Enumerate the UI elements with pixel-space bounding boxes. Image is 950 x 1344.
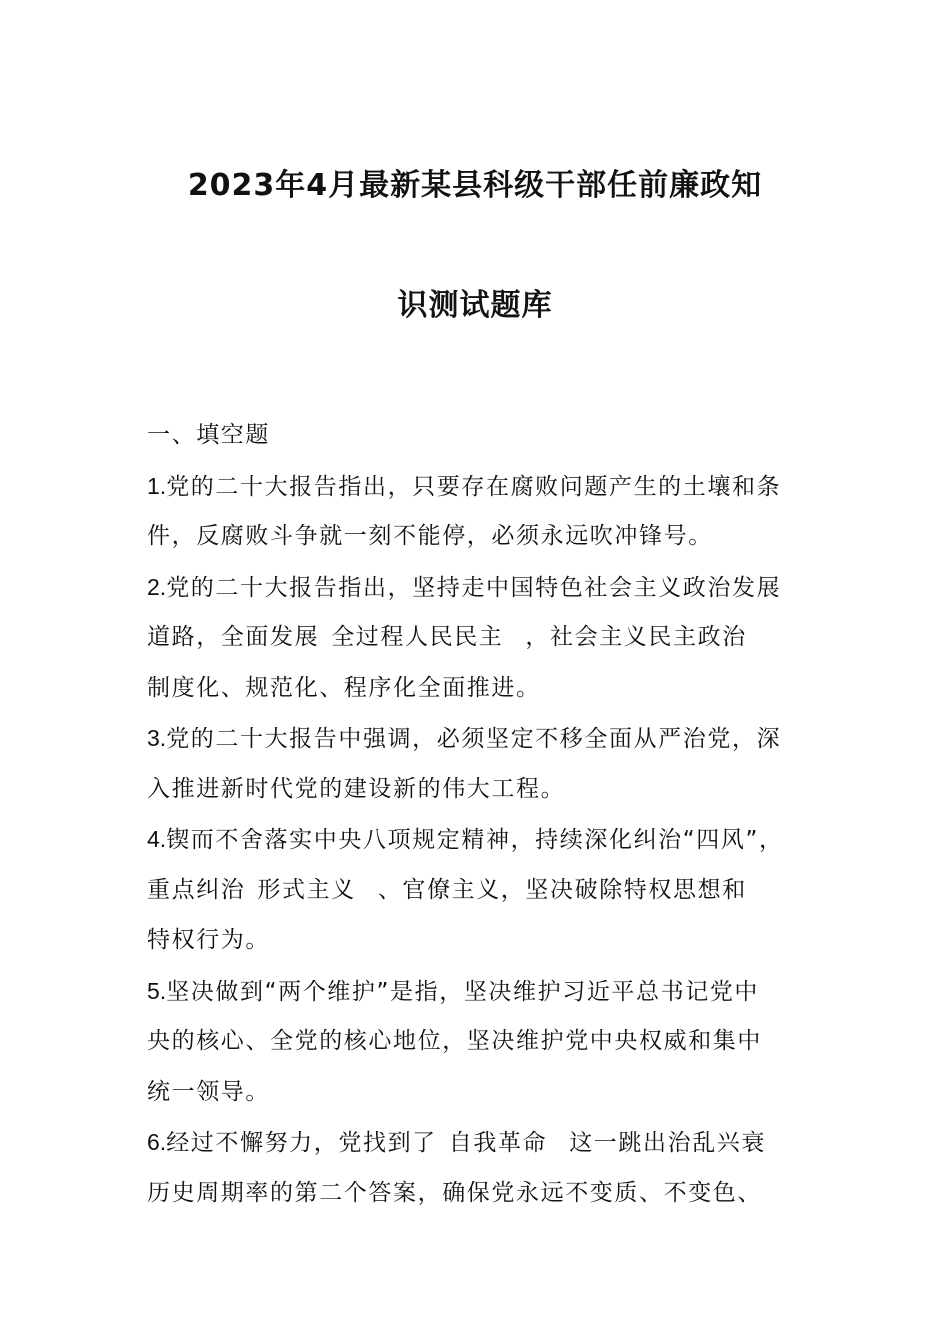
question-6-text-after-blank: 这一跳出治乱兴衰 — [569, 1130, 767, 1156]
question-1-text: 党的二十大报告指出，只要存在腐败问题产生的土壤和条 — [166, 473, 782, 500]
question-2-text-after-blank: ，社会主义民主政治 — [525, 624, 747, 650]
question-5-line-1 — [147, 966, 812, 1017]
question-6-text-before-blank: 经过不懈努力，党找到了 — [166, 1130, 437, 1156]
question-4-answer-blank: 形式主义 — [257, 876, 356, 903]
question-2-number: 2. — [147, 573, 167, 600]
question-4-line-2 — [147, 865, 812, 916]
question-5-number: 5. — [147, 977, 167, 1004]
question-5-line-3: 统一领导。 — [147, 1078, 270, 1105]
document-title-line-1: 2023年4月最新某县科级干部任前廉政知 — [187, 168, 763, 203]
question-6-answer-blank: 自我革命 — [448, 1130, 548, 1156]
question-2-text-before-blank: 道路，全面发展 — [147, 624, 320, 650]
question-3-number: 3. — [147, 725, 167, 751]
question-2-answer-blank: 全过程人民民主 — [331, 624, 504, 650]
question-4-text-after-blank: 、官僚主义，坚决破除特权思想和 — [377, 876, 747, 903]
question-1-number: 1. — [147, 472, 167, 499]
section-heading: 一、填空题 — [147, 422, 270, 448]
question-4-line-3: 特权行为。 — [147, 927, 270, 953]
question-5-text: 坚决做到“两个维护”是指，坚决维护习近平总书记党中 — [166, 978, 760, 1005]
question-6-line-1 — [147, 1117, 812, 1168]
question-1-line-1 — [147, 461, 812, 512]
question-5-line-2: 央的核心、全党的核心地位，坚决维护党中央权威和集中 — [147, 1028, 762, 1054]
question-1-line-2: 件，反腐败斗争就一刻不能停，必须永远吹冲锋号。 — [147, 523, 713, 549]
question-2-line-2 — [147, 612, 812, 663]
question-6-line-2: 历史周期率的第二个答案，确保党永远不变质、不变色、 — [147, 1179, 762, 1206]
question-6-number: 6. — [147, 1129, 167, 1155]
question-4-text: 锲而不舍落实中央八项规定精神，持续深化纠治“四风”， — [166, 827, 784, 853]
question-3-text: 党的二十大报告中强调，必须坚定不移全面从严治党，深 — [166, 726, 782, 752]
question-2-text: 党的二十大报告指出，坚持走中国特色社会主义政治发展 — [166, 574, 782, 601]
question-2-line-1 — [147, 562, 812, 613]
document-body — [147, 410, 812, 1218]
question-2-line-3: 制度化、规范化、程序化全面推进。 — [147, 674, 541, 701]
question-4-text-before-blank: 重点纠治 — [147, 876, 246, 903]
question-4-number: 4. — [147, 826, 167, 852]
document-title-line-2: 识测试题库 — [397, 288, 553, 323]
question-4-line-1 — [147, 814, 812, 865]
question-3-line-1 — [147, 713, 812, 764]
question-3-line-2: 入推进新时代党的建设新的伟大工程。 — [147, 775, 566, 802]
